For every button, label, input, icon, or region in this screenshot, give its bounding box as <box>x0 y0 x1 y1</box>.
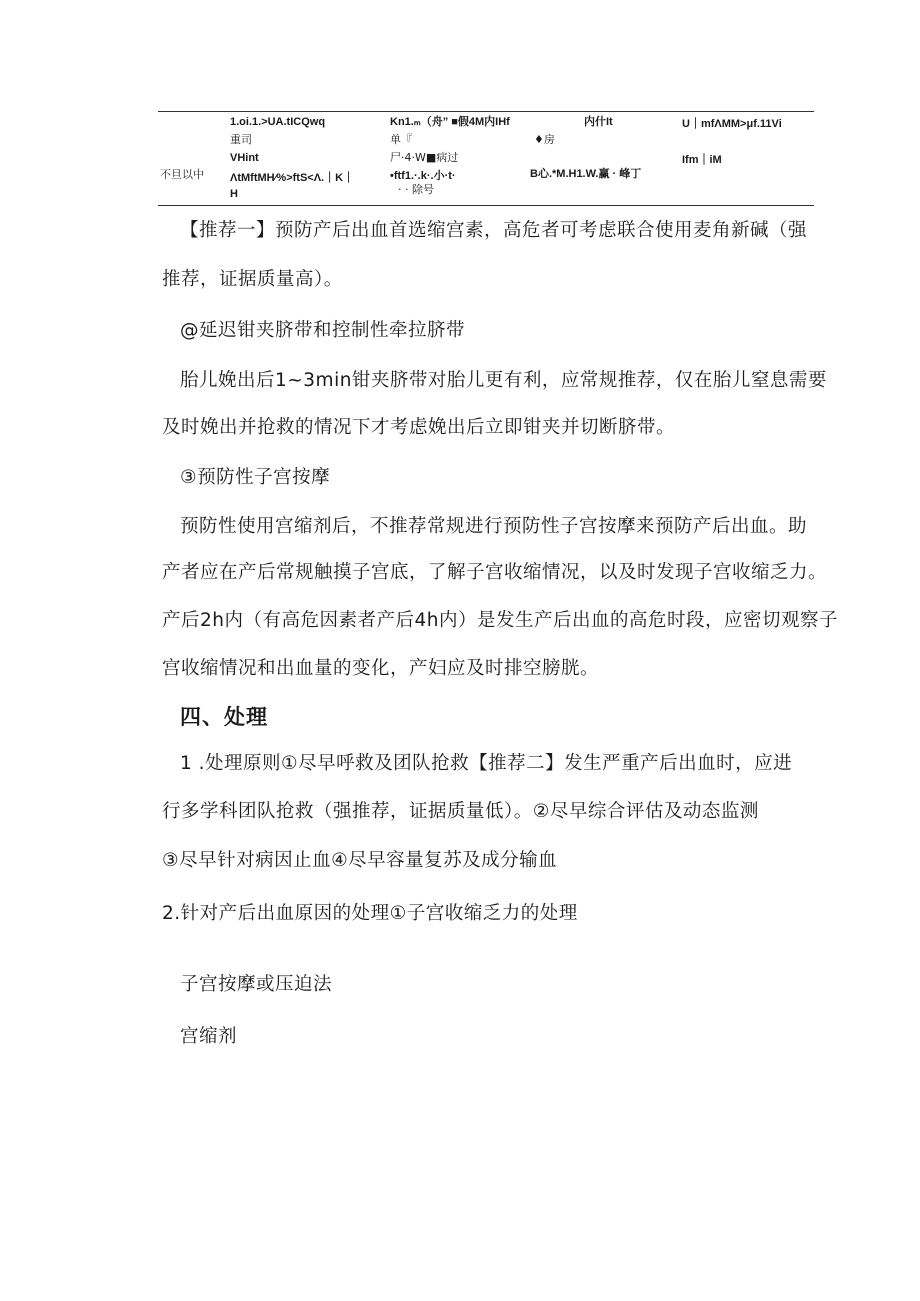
paragraph-uterine-massage-line3: 产后2h内（有高危因素者产后4h内）是发生产后出血的高危时段，应密切观察子 <box>162 610 838 631</box>
table-cell: U｜mfΛMM>μf.11Vi <box>682 118 782 130</box>
list-item-uterotonics: 宫缩剂 <box>180 1026 238 1047</box>
subheading-cord-clamping: @延迟钳夹脐带和控制性牵拉脐带 <box>180 320 466 341</box>
table-fragment <box>158 111 814 207</box>
paragraph-recommendation-one-line1: 【推荐一】预防产后出血首选缩宫素，高危者可考虑联合使用麦角新碱（强 <box>180 220 808 241</box>
table-cell: ♦房 <box>534 133 555 146</box>
paragraph-treatment-principle-line1: 1 .处理原则①尽早呼救及团队抢救【推荐二】发生严重产后出血时，应进 <box>180 753 793 774</box>
table-cell: 内什It <box>584 116 613 128</box>
table-cell: 尸·4·W■病过 <box>390 151 459 164</box>
paragraph-cause-treatment: 2.针对产后出血原因的处理①子宫收缩乏力的处理 <box>162 903 578 924</box>
table-cell: · · 除号 <box>398 183 434 196</box>
table-cell: •ftf1.·.k·.小·t· <box>390 170 456 182</box>
table-cell: Kn1.ₘ（舟” ■假4M内IHf <box>390 116 510 128</box>
subheading-uterine-massage: ③预防性子宫按摩 <box>180 467 331 488</box>
table-bottom-rule <box>158 205 814 206</box>
list-item-uterine-massage: 子宫按摩或压迫法 <box>180 974 333 995</box>
table-cell: 重司 <box>230 133 252 146</box>
table-cell: 1.oi.1.>UA.tICQwq <box>230 116 326 128</box>
table-cell: Ifm｜iM <box>682 154 722 166</box>
table-top-rule <box>158 111 814 112</box>
table-cell: 单『 <box>390 133 412 146</box>
paragraph-cord-clamping-line2: 及时娩出并抢救的情况下才考虑娩出后立即钳夹并切断脐带。 <box>162 417 676 438</box>
paragraph-uterine-massage-line4: 宫收缩情况和出血量的变化，产妇应及时排空膀胱。 <box>162 658 600 679</box>
table-cell: H <box>230 188 238 200</box>
paragraph-uterine-massage-line1: 预防性使用宫缩剂后，不推荐常规进行预防性子宫按摩来预防产后出血。助 <box>180 516 808 537</box>
table-cell: B心.*M.H1.W.赢 · 峰丁 <box>530 168 642 180</box>
paragraph-recommendation-one-line2: 推荐，证据质量高）。 <box>162 269 343 290</box>
section-heading-treatment: 四、处理 <box>180 705 268 729</box>
paragraph-uterine-massage-line2: 产者应在产后常规触摸子宫底，了解子宫收缩情况，以及时发现子宫收缩乏力。 <box>162 562 828 583</box>
table-cell: VHint <box>230 152 259 164</box>
paragraph-treatment-principle-line3: ③尽早针对病因止血④尽早容量复苏及成分输血 <box>162 850 558 871</box>
paragraph-treatment-principle-line2: 行多学科团队抢救（强推荐，证据质量低）。②尽早综合评估及动态监测 <box>162 801 759 822</box>
paragraph-cord-clamping-line1: 胎儿娩出后1~3min钳夹脐带对胎儿更有利，应常规推荐，仅在胎儿窒息需要 <box>180 370 827 391</box>
table-row-label: 不旦以中 <box>160 168 204 181</box>
table-cell: ΛtMftMH⁄%>ftS<Λ.｜K｜ <box>230 172 355 184</box>
